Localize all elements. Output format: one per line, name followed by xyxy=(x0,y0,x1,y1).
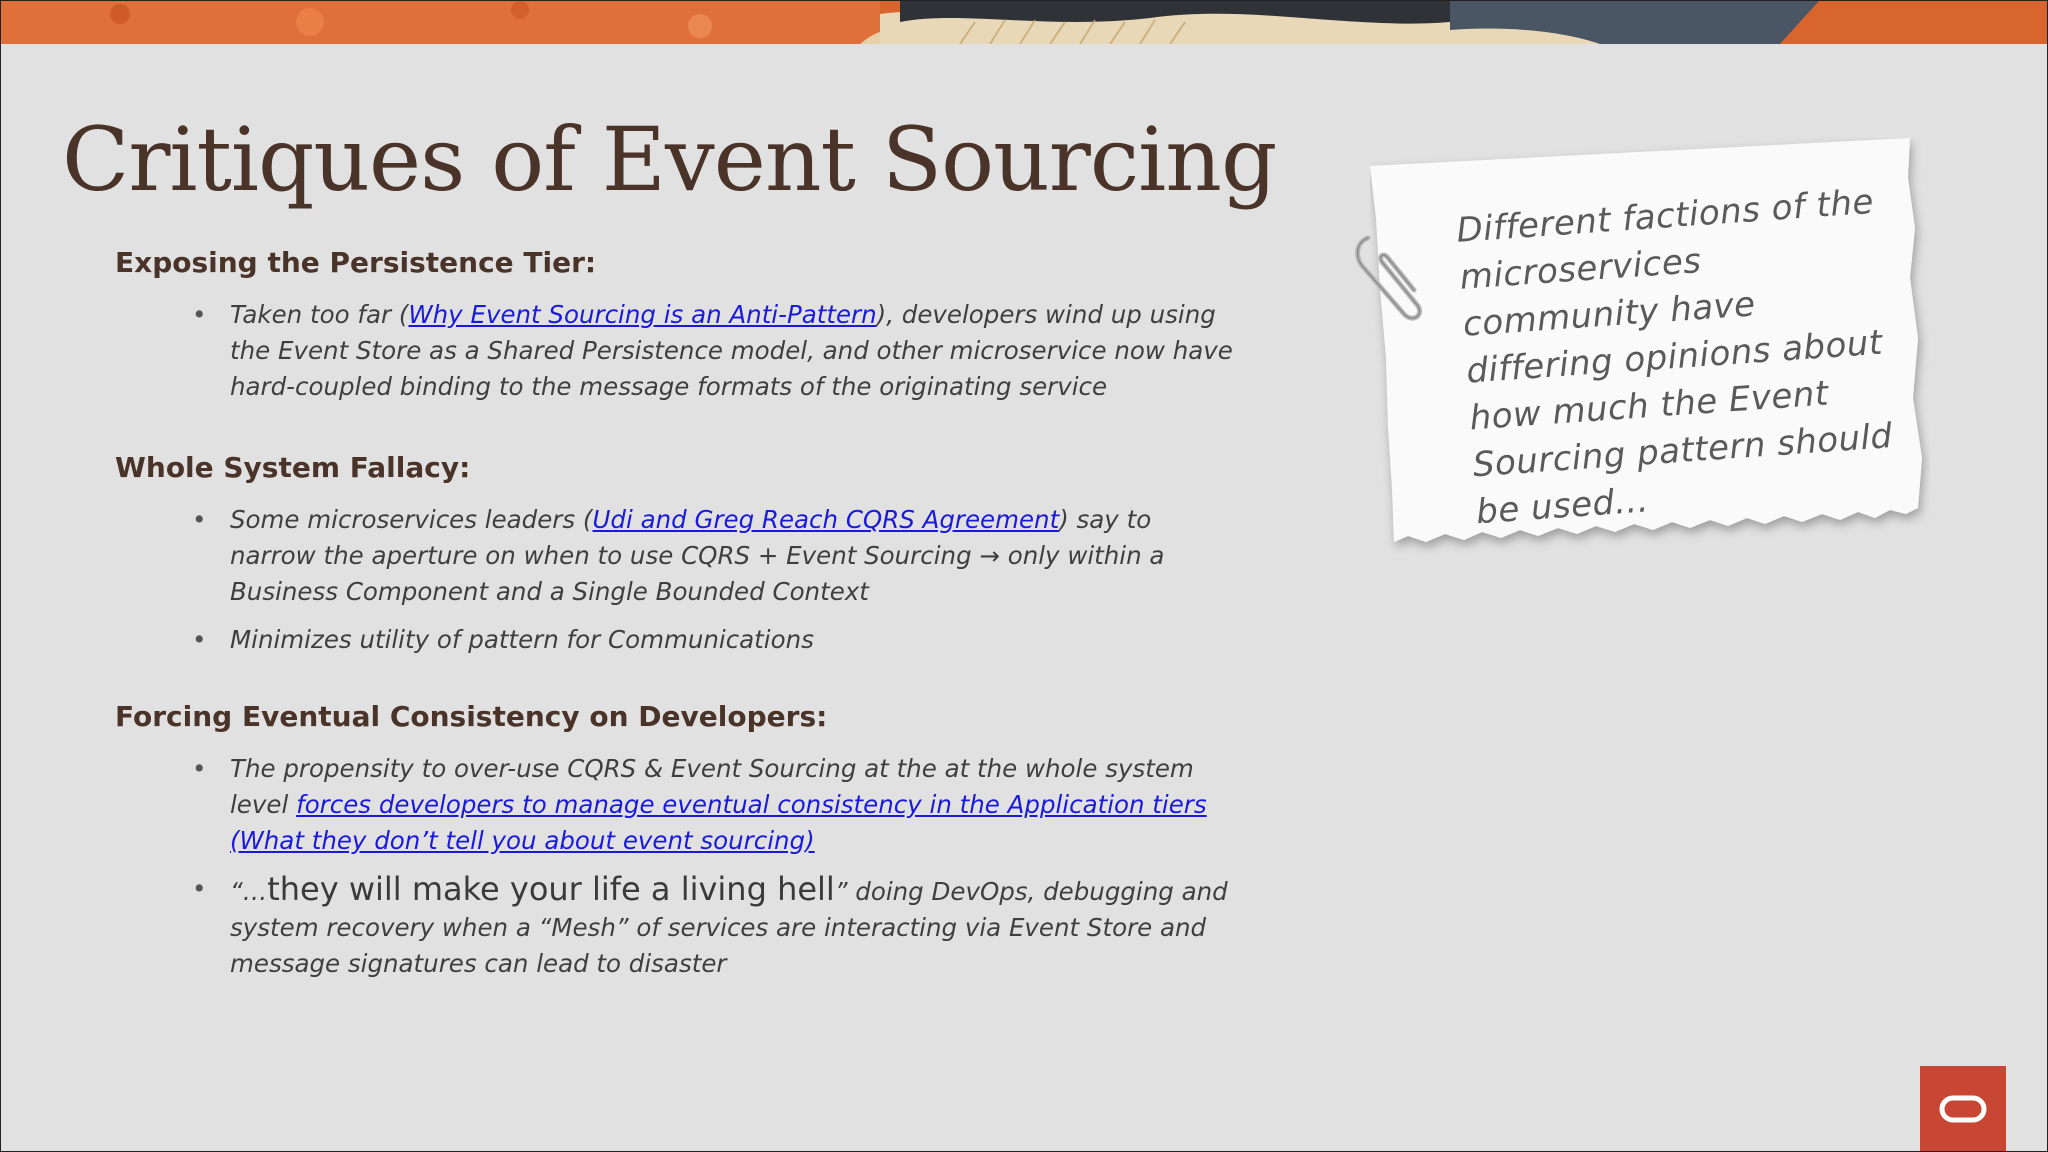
bullet-text: Minimizes utility of pattern for Communications xyxy=(230,625,814,654)
bullet-text: Taken too far ( xyxy=(230,300,409,329)
note-text: Different factions of the microservices community have differing opinions about how much the Event Sourcing pattern should be used… xyxy=(1455,181,1894,533)
bullet-text: Some microservices leaders ( xyxy=(230,505,593,534)
bullet-item xyxy=(230,871,1235,982)
link-eventual-consistency[interactable]: forces developers to manage eventual consistency in the Application tiers (What they don’t tell you about event sourcing) xyxy=(230,790,1207,855)
bullet-text: ” doing DevOps, debugging and system recovery when a “Mesh” of services are interacting via Event Store and message signatures can lead to disaster xyxy=(230,877,1228,978)
bullet-text: The propensity to over-use CQRS & Event Sourcing at the at the whole system level xyxy=(230,754,1194,819)
slide-title: Critiques of Event Sourcing xyxy=(62,108,1277,211)
oracle-logo-icon xyxy=(1920,1066,2006,1152)
bullet-text: ) say to narrow the aperture on when to use CQRS + Event Sourcing → only within a Business Component and a Single Bounded Context xyxy=(230,505,1165,606)
link-anti-pattern[interactable]: Why Event Sourcing is an Anti-Pattern xyxy=(408,300,877,329)
bullet-list-eventual-consistency xyxy=(115,751,1235,982)
bullet-item xyxy=(230,622,1235,658)
section-heading-eventual-consistency: Forcing Eventual Consistency on Developers: xyxy=(115,700,828,733)
section-heading-whole-system: Whole System Fallacy: xyxy=(115,451,471,484)
bullet-text: “… xyxy=(230,877,268,906)
bullet-list-whole-system xyxy=(115,502,1235,658)
slide-body xyxy=(115,246,1235,994)
bullet-item xyxy=(230,297,1235,405)
bullet-item xyxy=(230,751,1235,859)
quote-emphasis: they will make your life a living hell xyxy=(267,870,835,908)
link-cqrs-agreement[interactable]: Udi and Greg Reach CQRS Agreement xyxy=(592,505,1060,534)
section-heading-persistence: Exposing the Persistence Tier: xyxy=(115,246,597,279)
bullet-item xyxy=(230,502,1235,610)
bullet-list-persistence xyxy=(115,297,1235,405)
decorative-top-band xyxy=(0,0,2048,44)
paperclip-icon xyxy=(1348,228,1426,328)
bullet-text: ), developers wind up using the Event Store as a Shared Persistence model, and other microservice now have hard-coupled binding to the message formats of the originating service xyxy=(230,300,1233,401)
